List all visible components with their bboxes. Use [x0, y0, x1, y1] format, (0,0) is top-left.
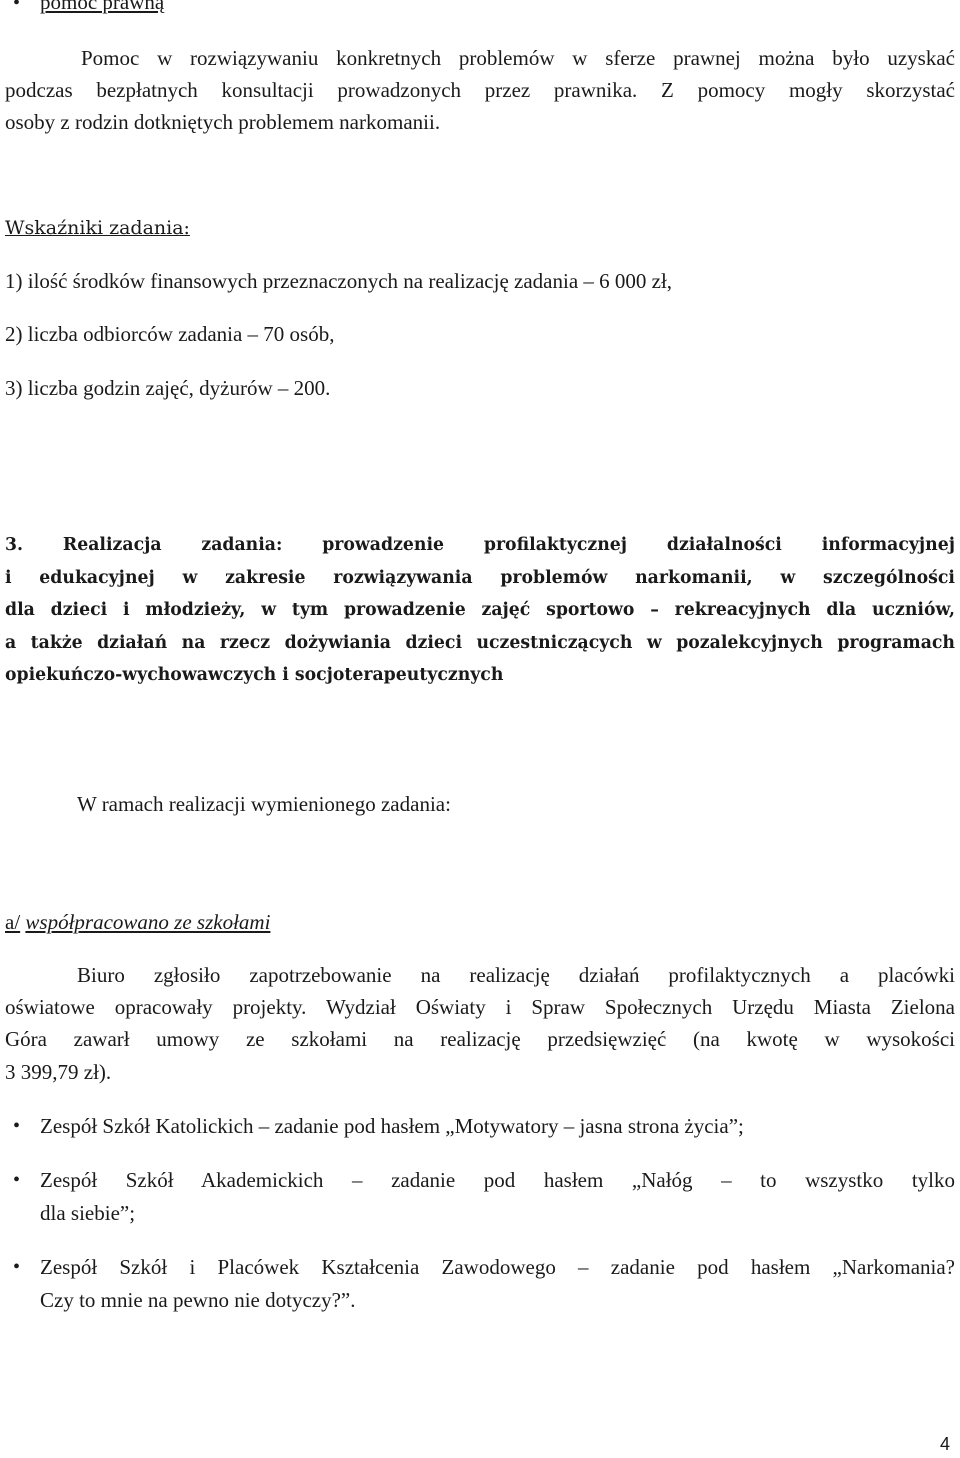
bullet-dot: • — [13, 1115, 21, 1137]
school-item-3-line-2: Czy to mnie na pewno nie dotyczy?”. — [40, 1288, 356, 1312]
bullet-dot: • — [13, 1169, 21, 1191]
indicators-heading: Wskaźniki zadania: — [5, 217, 190, 239]
legal-paragraph-line-1: Pomoc w rozwiązywaniu konkretnych problemów w sferze prawnej można było uzyskać — [81, 46, 955, 70]
school-item-2-line-2: dla siebie”; — [40, 1201, 136, 1225]
top-bullet-text: pomoc prawną — [40, 0, 165, 14]
page-number: 4 — [940, 1434, 951, 1454]
section-a-line-4: 3 399,79 zł). — [5, 1060, 112, 1084]
section-a-prefix: a/ — [5, 910, 21, 934]
school-item-2-line-1: Zespół Szkół Akademickich – zadanie pod hasłem „Nałóg – to wszystko tylko — [40, 1168, 955, 1192]
task-3-paragraph — [5, 529, 955, 692]
task-3-line-5: opiekuńczo-wychowawczych i socjoterapeutycznych — [5, 665, 504, 685]
indicator-item-2: 2) liczba odbiorców zadania – 70 osób, — [5, 322, 335, 346]
section-a-line-1: Biuro zgłosiło zapotrzebowanie na realizację działań profilaktycznych a placówki — [77, 963, 955, 987]
task-3-line-2: i edukacyjnej w zakresie rozwiązywania problemów narkomanii, w szczególności — [5, 567, 955, 588]
indicator-item-1: 1) ilość środków finansowych przeznaczonych na realizację zadania – 6 000 zł, — [5, 269, 673, 293]
bullet-dot: • — [13, 0, 21, 14]
section-a-line-3: Góra zawarł umowy ze szkołami na realizację przedsięwzięć (na kwotę w wysokości — [5, 1027, 955, 1051]
section-a-title: współpracowano ze szkołami — [25, 910, 271, 934]
legal-paragraph-line-2: podczas bezpłatnych konsultacji prowadzonych przez prawnika. Z pomocy mogły skorzystać — [5, 78, 955, 102]
intro-text: W ramach realizacji wymienionego zadania: — [77, 792, 451, 816]
school-item-1-line-1: Zespół Szkół Katolickich – zadanie pod hasłem „Motywatory – jasna strona życia”; — [40, 1114, 744, 1138]
task-3-line-4: a także działań na rzecz dożywiania dzieci uczestniczących w pozalekcyjnych programach — [5, 632, 955, 653]
legal-paragraph-line-3: osoby z rodzin dotkniętych problemem narkomanii. — [5, 110, 441, 134]
task-3-line-3: dla dzieci i młodzieży, w tym prowadzenie zajęć sportowo – rekreacyjnych dla uczniów, — [5, 600, 955, 620]
bullet-dot: • — [13, 1256, 21, 1278]
indicator-item-3: 3) liczba godzin zajęć, dyżurów – 200. — [5, 376, 331, 400]
section-a-line-2: oświatowe opracowały projekty. Wydział Oświaty i Spraw Społecznych Urzędu Miasta Zielona — [5, 995, 955, 1019]
task-3-line-1: 3. Realizacja zadania: prowadzenie profilaktycznej działalności informacyjnej — [5, 535, 955, 555]
school-item-3-line-1: Zespół Szkół i Placówek Kształcenia Zawodowego – zadanie pod hasłem „Narkomania? — [40, 1255, 955, 1279]
section-a-heading — [5, 906, 270, 938]
